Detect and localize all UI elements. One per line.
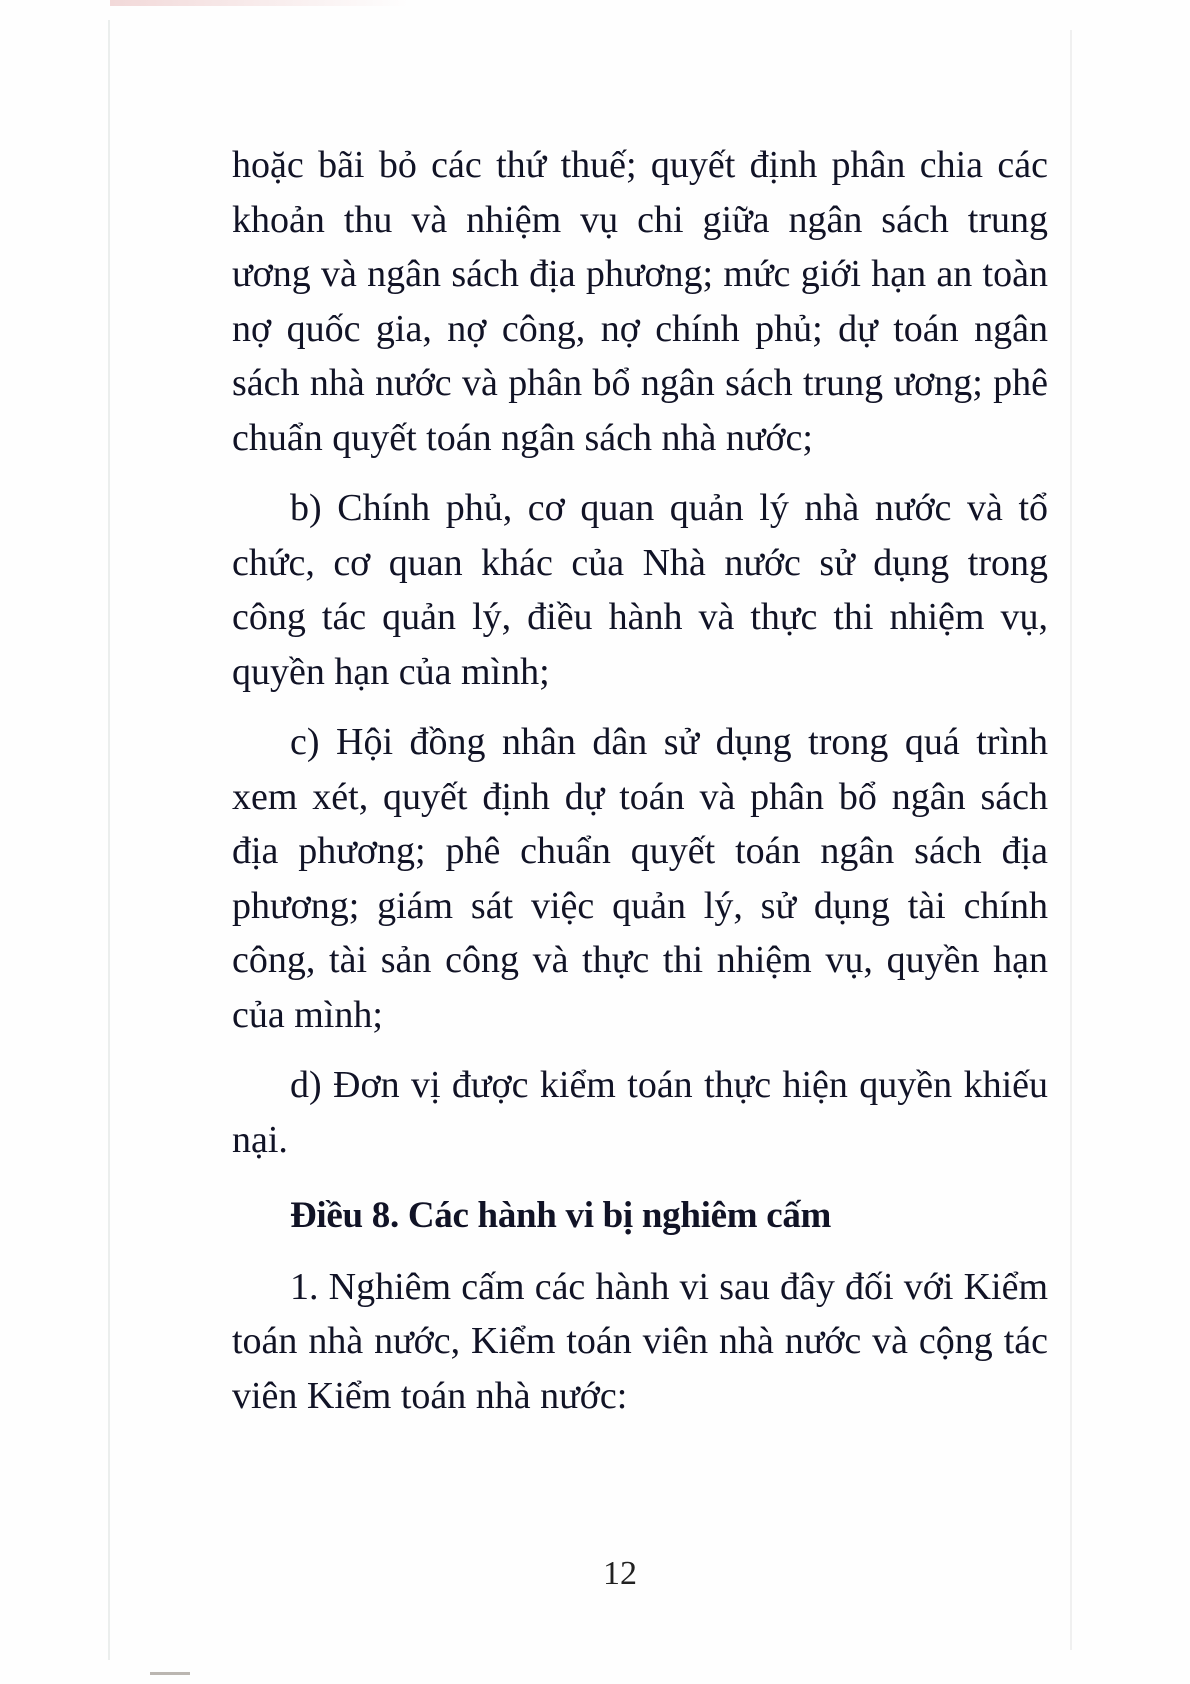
paragraph-spacer (232, 1167, 1048, 1189)
scan-mark-bottom (150, 1672, 190, 1675)
scan-edge-left (108, 20, 110, 1660)
article-heading: Điều 8. Các hành vi bị nghiêm cấm (290, 1195, 832, 1236)
paragraph-clause-1: 1. Nghiêm cấm các hành vi sau đây đối với Kiểm toán nhà nước, Kiểm toán viên nhà nước và cộng tác viên Kiểm toán nhà nước: (232, 1265, 1048, 1417)
paragraph-spacer (232, 1244, 1048, 1260)
paragraph-spacer (232, 699, 1048, 715)
page-number: 12 (603, 1555, 637, 1592)
paragraph-item-d: d) Đơn vị được kiểm toán thực hiện quyền khiếu nại. (232, 1064, 1048, 1161)
paragraph-spacer (232, 465, 1048, 481)
scan-edge-top (110, 0, 410, 6)
paragraph-continuation: hoặc bãi bỏ các thứ thuế; quyết định phân chia các khoản thu và nhiệm vụ chi giữa ngân sách trung ương và ngân sách địa phương; mức giới hạn an toàn nợ quốc gia, nợ công, nợ chính phủ; dự toán ngân sách nhà nước và phân bổ ngân sách trung ương; phê chuẩn quyết toán ngân sách nhà nước; (232, 144, 1048, 459)
paragraph-spacer (232, 1042, 1048, 1058)
scan-edge-right (1070, 30, 1072, 1650)
paragraph-item-b: b) Chính phủ, cơ quan quản lý nhà nước và tổ chức, cơ quan khác của Nhà nước sử dụng trong công tác quản lý, điều hành và thực thi nhiệm vụ, quyền hạn của mình; (232, 487, 1048, 693)
paragraph-item-c: c) Hội đồng nhân dân sử dụng trong quá trình xem xét, quyết định dự toán và phân bổ ngân sách địa phương; phê chuẩn quyết toán ngân sách địa phương; giám sát việc quản lý, sử dụng tài chính công, tài sản công và thực thi nhiệm vụ, quyền hạn của mình; (232, 721, 1048, 1036)
page-body (232, 138, 1048, 1423)
